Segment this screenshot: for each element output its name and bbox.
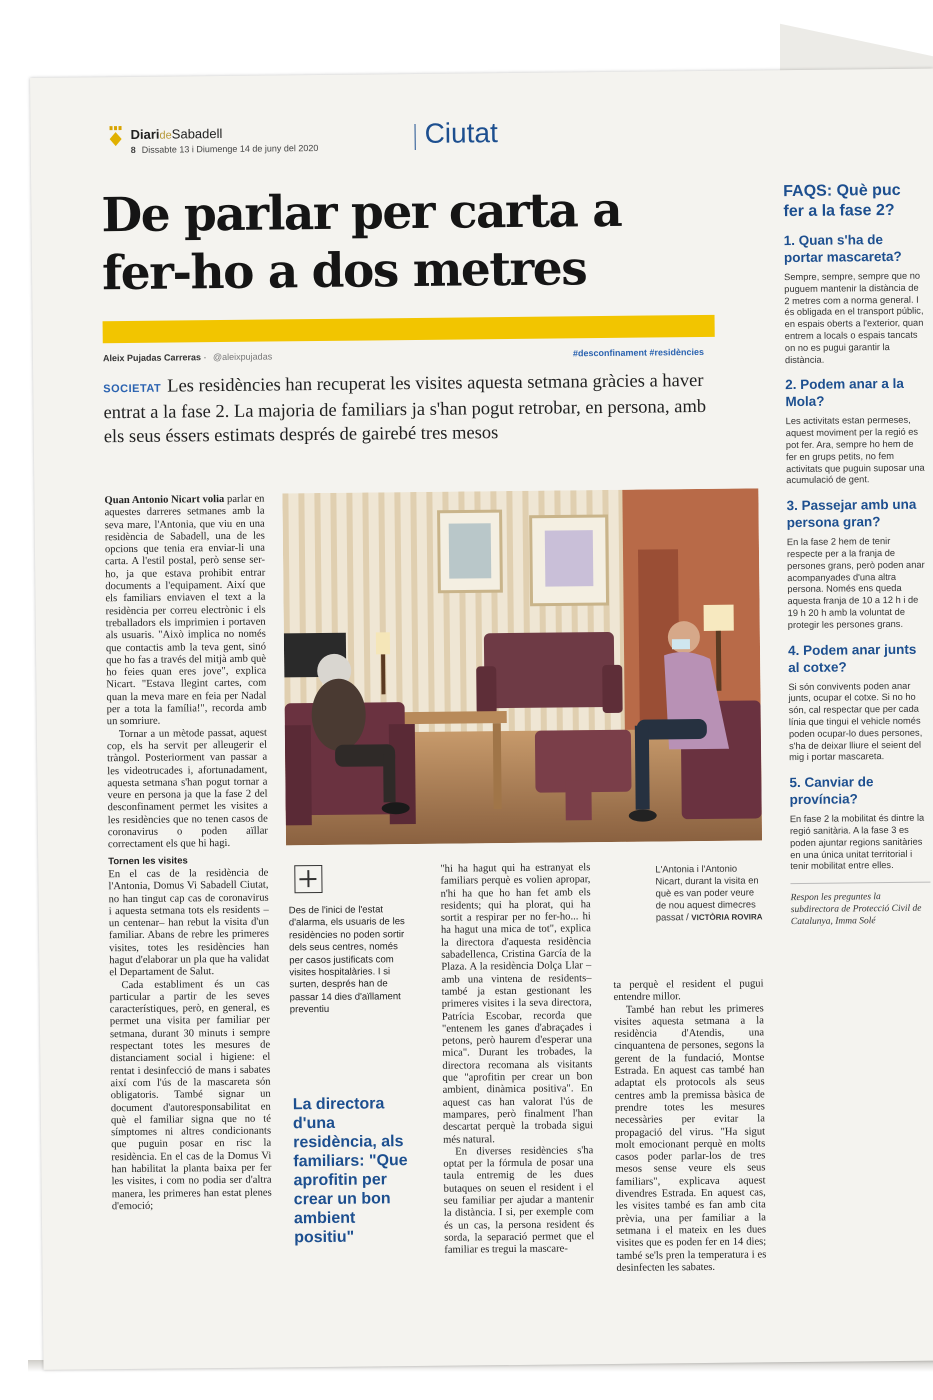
byline: Aleix Pujadas Carreras · @aleixpujadas: [102, 351, 273, 364]
faq-question: 5. Canviar de província?: [789, 774, 874, 808]
photo-credit: VICTÒRIA ROVIRA: [691, 912, 763, 923]
issue-date: Dissabte 13 i Diumenge 14 de juny del 2020: [141, 142, 319, 155]
body-paragraph: "hi ha hagut qui ha estranyat els familiars perquè es volien apropar, n'hi ha que ho han fet amb els residents; qui ha plorat, qui ha sortit a respirar per no fer-ho... hi ha hagut una mica de tot", explica la directora d'aquesta residència sabadellenca, Cristina García de la Plaza. A la residència Dolça Llar –amb una vintena de residents– també ja estan gestionant les primeres visites i la seva directora, Patrícia Escobar, recorda que "entenem les ganes d'abraçades i petons, però haurem d'esperar una mica". Durant les trobades, la directora recomana als visitants que "aprofitin per crear un bon ambient, dinàmica positiva". En aquest cas han valorat l'ús de mampares, però finalment l'han descartat perquè la trobada sigui més natural.: [440, 862, 594, 1146]
subheading: Tornen les visites: [108, 855, 188, 867]
masthead-dateline: [131, 143, 319, 155]
body-column-3: [440, 862, 594, 1257]
section-divider: [415, 124, 416, 150]
faq-question: 1. Quan s'ha de portar mascareta?: [783, 232, 902, 266]
faq-answer: Si són convivents poden anar junts, ocupar el cotxe. Si no ho són, cal respectar que per cada línia que tingui el vehicle només poden ocupar-lo dues persones, s'ha de deixar lliure el seient del mig i portar mascareta.: [788, 680, 923, 763]
article-headline: De parlar per carta a fer-ho a dos metres: [101, 182, 622, 302]
author-name: Aleix Pujadas Carreras: [102, 352, 202, 364]
page-number: 8: [130, 144, 136, 155]
faq-answer: En la fase 2 hem de tenir respecte per a la franja de persones grans, però poden anar acompanyades d'una altra persona. Només ens queda aquesta franja de 10 a 12 h i de 19 h 20 h amb la voluntat de protegir les persones grans.: [786, 536, 925, 630]
pull-quote: La directora d'una residència, als familiars: "Que aprofitin per crear un bon ambient positiu": [292, 1095, 408, 1247]
section-title: Ciutat: [424, 117, 498, 149]
body-column-1: [104, 494, 272, 1214]
article-lead: [103, 369, 724, 449]
newspaper-page: [30, 69, 933, 1370]
faq-answer: Sempre, sempre, sempre que no puguem mantenir la distància de 2 metres com a norma general. I és obligada en el transport públic, en espais oberts a l'exterior, quan entrem a locals o espais tancats on no es pugui garantir la distància.: [784, 270, 924, 365]
body-column-4: [613, 978, 766, 1275]
faq-title: FAQS: Què puc fer a la fase 2?: [783, 181, 901, 221]
body-paragraph: També han rebut les primeres visites aquesta setmana a la residència d'Atendis, una cinquantena de persones, segons la gerent de la fundació, Montse Estrada. En aquest cas també han adaptat els protocols als seus centres amb la premissa bàsica de prendre totes les mesures necessàries per evitar la propagació del virus. "Ha sigut molt emocionant perquè en molts casos poder parlar-los de tres mesos sense veure els seus familiars", explicava aquest divendres Estrada. En aquest cas, les visites també es fan amb cita prèvia, una per familiar a la setmana i el mateix en les dues visites que es poden fer en 14 dies; també se'ls pren la temperatura i es desinfecten les sabates.: [613, 1002, 767, 1274]
body-intro-bold: Quan Antonio Nicart volia: [104, 493, 225, 507]
faq-note: Respon les preguntes la subdirectora de Protecció Civil de Catalunya, Imma Solé: [790, 892, 922, 928]
article-photo: [282, 488, 762, 845]
author-handle: @aleixpujadas: [212, 351, 273, 363]
photo-caption: L'Antonia i l'Antonio Nicart, durant la visita en què es van poder veure de nou aquest dimecres passat / VICTÒRIA ROVIRA: [655, 862, 763, 923]
faq-answer: En fase 2 la mobilitat és dintre la regió sanitària. A la fase 3 es poden ajuntar regions sanitàries en una única unitat territorial i tenir mobilitat entre elles.: [789, 812, 925, 872]
body-paragraph: ta perquè el resident el pugui entendre millor.: [613, 978, 764, 1004]
plus-icon: [294, 865, 322, 893]
body-paragraph: parlar en aquestes darreres setmanes amb la seva mare, l'Antonia, que viu en una residència de Sabadell, una de les opcions que tenia era enviar-li una carta. A l'estil postal, però sense ser-ho, ja que estava prohibit entrar documents a l'equipament. Així que els familiars enviaven el text a la residència per correu electrònic i els treballadors els imprimien i portaven als usuaris. "Això implica no només que contactis amb la teva gent, sinó que ho fas a través del mitjà amb què ho feies quan eres jove", explica Nicart. "Estava llegint cartes, com quan la meva mare en feia per Nadal per a tota la família!", recorda amb un somriure.: [104, 493, 267, 728]
body-paragraph: Cada establiment és un cas particular a partir de les seves característiques, però, en general, es permet una visita per familiar per setmana, durant 30 minuts i sempre respectant totes les mesures de distanciament social i higiene: el rentat i desinfecció de mans i sabates així com l'ús de la mascareta són obligatoris. També signar un document d'autoresponsabilitat en què el familiar signa que no té símptomes ni altres condicionants que puguin posar en risc la residència. En el cas de la Domus Vi han habilitat la planta baixa per fer les visites, i com no podia ser d'altra manera, les primeres han estat plenes d'emoció;: [109, 978, 272, 1213]
body-paragraph: En diverses residències s'ha optat per la fórmula de posar una taula entremig de les dues butaques on seuen el resident i el seu familiar per ajudar a mantenir la distància. I si, per exemple com és un cas, la persona resident és sorda, la separació permet que el familiar es tregui la mascare-: [443, 1144, 595, 1256]
body-paragraph: En el cas de la residència de l'Antonia, Domus Vi Sabadell Ciutat, no han tingut cap cas de coronavirus i aquesta setmana tots els residents –un centenar– han rebut la visita d'un familiar. Abans de rebre les primeres visites, totes les residències han hagut d'elaborar un pla que ha validat el Departament de Salut.: [108, 867, 270, 979]
body-paragraph: Tornar a un mètode passat, aquest cop, els ha servit per alleugerir el tràngol. Posteriorment van passar a les videotrucades i, afortunadament, aquesta setmana s'han pogut tornar a veure en persona ja que la fase 2 del desconfinament permet les visites a les residències que no tenen casos de coronavirus o poden aïllar correctament els que hi hagi.: [106, 727, 268, 851]
faq-question: 4. Podem anar junts al cotxe?: [787, 641, 917, 675]
lead-text: Les residències han recuperat les visites aquesta setmana gràcies a haver entrat a la fase 2. La majoria de familiars ja s'han pogut retrobar, en persona, amb els seus éssers estimats després de gairebé tres mesos: [103, 370, 707, 448]
hashtags: #desconfinament #residències: [572, 346, 705, 359]
kicker: SOCIETAT: [103, 382, 162, 396]
faq-sidebar: [783, 181, 931, 929]
faq-question: 2. Podem anar a la Mola?: [785, 376, 904, 410]
brand-logo-icon: [108, 125, 122, 147]
masthead-brand: DiarideSabadell: [130, 125, 223, 142]
headline-accent-bar: [103, 315, 715, 343]
faq-divider: [790, 882, 930, 884]
faq-question: 3. Passejar amb una persona gran?: [786, 496, 917, 531]
sidebar-note: Des de l'inici de l'estat d'alarma, els usuaris de les residències no poden sortir dels seus centres, només per casos justificats com visites hospitalàries. I si surten, després han de passar 14 dies d'aïllament preventiu: [288, 904, 405, 1016]
faq-answer: Les activitats estan permeses, aquest moviment per la regió es pot fer. Ara, sempre ho hem de fer en grups petits, no fem activitats que puguin suposar una acumulació de gent.: [785, 415, 925, 486]
